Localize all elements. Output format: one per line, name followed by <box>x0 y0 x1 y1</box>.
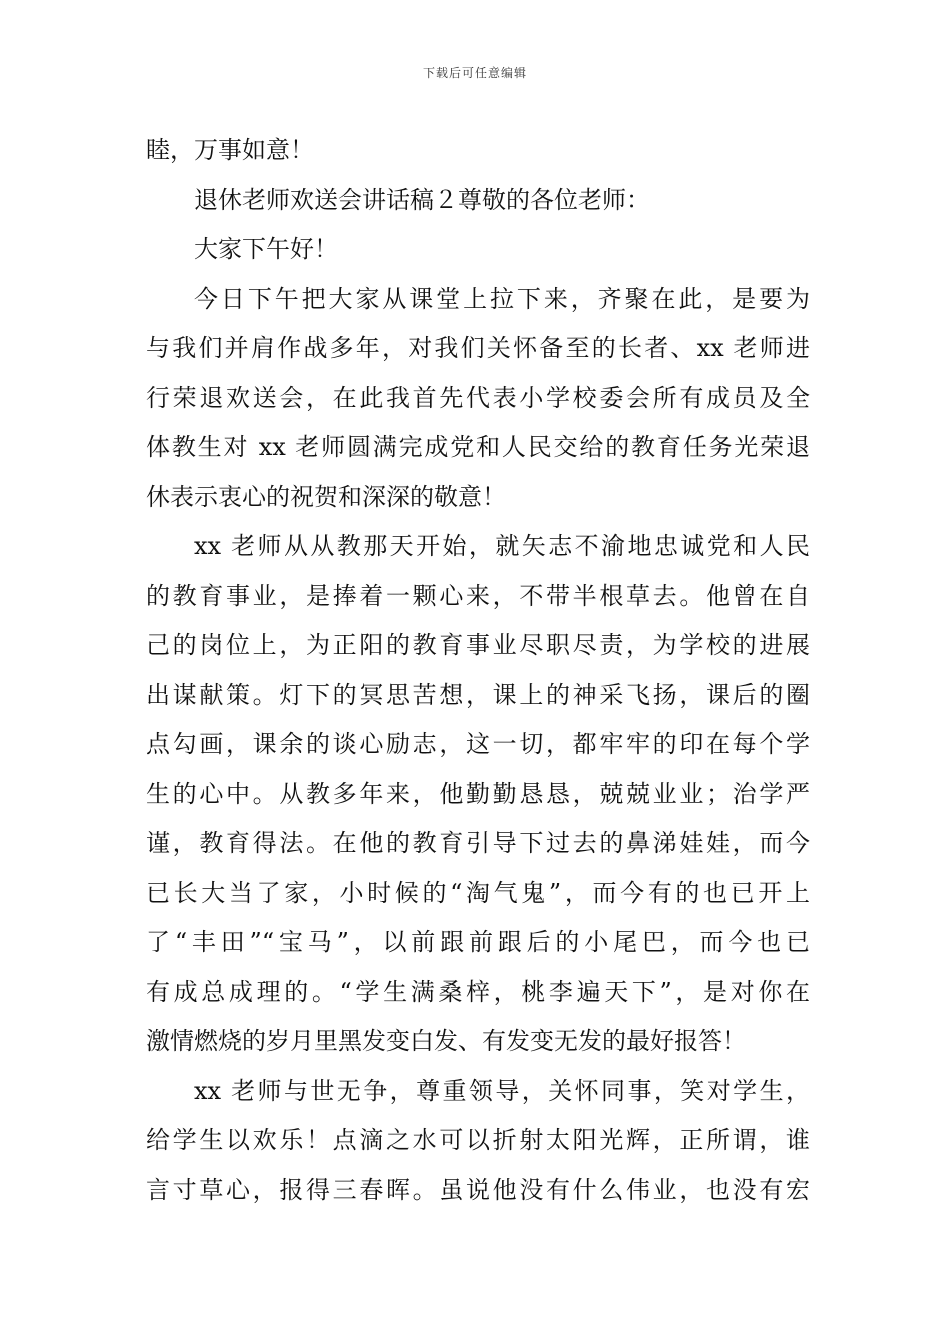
text-line: xx 老师与世无争，尊重领导，关怀同事，笑对学生， <box>194 1076 810 1105</box>
text-line: 的教育事业，是捧着一颗心来，不带半根草去。他曾在自 <box>146 581 810 610</box>
text-line: 体教生对 xx 老师圆满完成党和人民交给的教育任务光荣退 <box>146 433 810 461</box>
text-line: 退休老师欢送会讲话稿２尊敬的各位老师： <box>194 185 650 214</box>
text-line: 生的心中。从教多年来，他勤勤恳恳，兢兢业业；治学严 <box>146 779 810 808</box>
text-line: 己的岗位上，为正阳的教育事业尽职尽责，为学校的进展 <box>146 631 810 659</box>
text-line: 今日下午把大家从课堂上拉下来，齐聚在此，是要为 <box>194 284 810 313</box>
text-line: 休表示衷心的祝贺和深深的敬意！ <box>146 482 506 511</box>
text-line: 睦，万事如意！ <box>146 136 314 164</box>
text-line: 谨，教育得法。在他的教育引导下过去的鼻涕娃娃，而今 <box>146 829 810 857</box>
page-header-note: 下载后可任意编辑 <box>422 66 527 80</box>
text-line: 行荣退欢送会，在此我首先代表小学校委会所有成员及全 <box>146 383 810 412</box>
text-line: 已长大当了家，小时候的“淘气鬼”，而今有的也已开上 <box>146 878 810 907</box>
text-line: 有成总成理的。“学生满桑梓，桃李遍天下”，是对你在 <box>146 977 810 1006</box>
text-line: 给学生以欢乐！点滴之水可以折射太阳光辉，正所谓，谁 <box>146 1126 810 1154</box>
text-line: 大家下午好！ <box>194 235 338 263</box>
text-line: 激情燃烧的岁月里黑发变白发、有发变无发的最好报答！ <box>146 1027 746 1055</box>
document-body <box>146 126 810 1215</box>
text-line: 了“丰田”“宝马”，以前跟前跟后的小尾巴，而今也已 <box>146 928 810 956</box>
text-line: 言寸草心，报得三春晖。虽说他没有什么伟业，也没有宏 <box>146 1175 810 1204</box>
text-line: 与我们并肩作战多年，对我们关怀备至的长者、xx 老师进 <box>146 334 810 362</box>
text-line: 点勾画，课余的谈心励志，这一切，都牢牢的印在每个学 <box>146 730 810 758</box>
text-line: 出谋献策。灯下的冥思苦想，课上的神采飞扬，课后的圈 <box>146 680 810 709</box>
text-line: xx 老师从从教那天开始，就矢志不渝地忠诚党和人民 <box>194 532 810 560</box>
